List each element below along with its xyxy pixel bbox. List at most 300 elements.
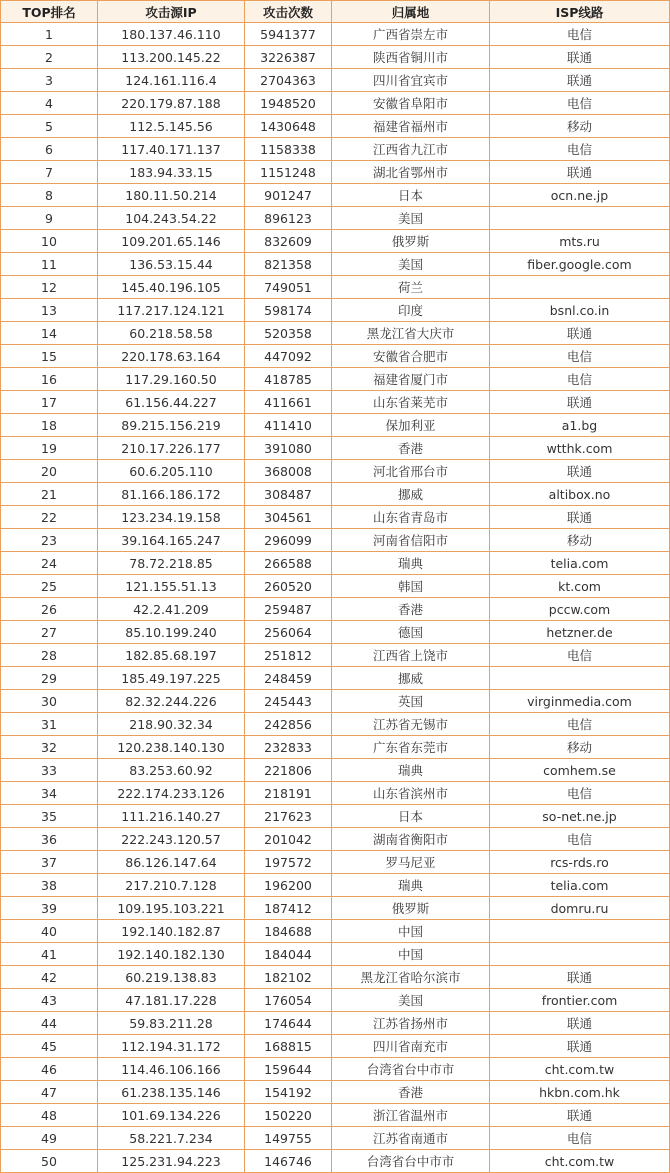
rank-cell: 46 <box>1 1058 98 1081</box>
isp-cell: 电信 <box>490 92 670 115</box>
location-cell: 瑞典 <box>332 874 490 897</box>
rank-cell: 26 <box>1 598 98 621</box>
isp-cell: telia.com <box>490 552 670 575</box>
source-ip-cell: 60.219.138.83 <box>98 966 245 989</box>
table-row <box>1 460 670 483</box>
rank-cell: 7 <box>1 161 98 184</box>
table-row <box>1 1058 670 1081</box>
location-cell: 江苏省南通市 <box>332 1127 490 1150</box>
isp-cell: 联通 <box>490 46 670 69</box>
source-ip-cell: 121.155.51.13 <box>98 575 245 598</box>
rank-cell: 47 <box>1 1081 98 1104</box>
location-cell: 浙江省温州市 <box>332 1104 490 1127</box>
rank-cell: 5 <box>1 115 98 138</box>
source-ip-cell: 60.6.205.110 <box>98 460 245 483</box>
attack-count-cell: 411661 <box>245 391 332 414</box>
table-row <box>1 828 670 851</box>
header-source-ip: 攻击源IP <box>98 1 245 23</box>
table-row <box>1 184 670 207</box>
rank-cell: 4 <box>1 92 98 115</box>
header-row <box>1 1 670 23</box>
source-ip-cell: 222.243.120.57 <box>98 828 245 851</box>
isp-cell: 电信 <box>490 345 670 368</box>
rank-cell: 42 <box>1 966 98 989</box>
source-ip-cell: 220.179.87.188 <box>98 92 245 115</box>
source-ip-cell: 185.49.197.225 <box>98 667 245 690</box>
isp-cell: bsnl.co.in <box>490 299 670 322</box>
attack-count-cell: 218191 <box>245 782 332 805</box>
rank-cell: 27 <box>1 621 98 644</box>
attack-count-cell: 201042 <box>245 828 332 851</box>
rank-cell: 39 <box>1 897 98 920</box>
rank-cell: 41 <box>1 943 98 966</box>
attack-count-cell: 1948520 <box>245 92 332 115</box>
attack-count-cell: 184688 <box>245 920 332 943</box>
source-ip-cell: 180.11.50.214 <box>98 184 245 207</box>
table-row <box>1 782 670 805</box>
attack-count-cell: 256064 <box>245 621 332 644</box>
header-isp: ISP线路 <box>490 1 670 23</box>
table-row <box>1 483 670 506</box>
table-row <box>1 897 670 920</box>
table-row <box>1 943 670 966</box>
attack-count-cell: 447092 <box>245 345 332 368</box>
isp-cell: so-net.ne.jp <box>490 805 670 828</box>
source-ip-cell: 89.215.156.219 <box>98 414 245 437</box>
location-cell: 四川省南充市 <box>332 1035 490 1058</box>
location-cell: 俄罗斯 <box>332 897 490 920</box>
location-cell: 黑龙江省大庆市 <box>332 322 490 345</box>
table-row <box>1 1035 670 1058</box>
rank-cell: 3 <box>1 69 98 92</box>
header-rank: TOP排名 <box>1 1 98 23</box>
attack-count-cell: 598174 <box>245 299 332 322</box>
location-cell: 德国 <box>332 621 490 644</box>
rank-cell: 24 <box>1 552 98 575</box>
source-ip-cell: 145.40.196.105 <box>98 276 245 299</box>
table-row <box>1 598 670 621</box>
rank-cell: 38 <box>1 874 98 897</box>
rank-cell: 34 <box>1 782 98 805</box>
table-row <box>1 345 670 368</box>
source-ip-cell: 217.210.7.128 <box>98 874 245 897</box>
attack-count-cell: 259487 <box>245 598 332 621</box>
table-row <box>1 920 670 943</box>
rank-cell: 19 <box>1 437 98 460</box>
isp-cell: 联通 <box>490 1035 670 1058</box>
location-cell: 山东省青岛市 <box>332 506 490 529</box>
attack-count-cell: 2704363 <box>245 69 332 92</box>
table-row <box>1 253 670 276</box>
isp-cell: 联通 <box>490 391 670 414</box>
location-cell: 日本 <box>332 805 490 828</box>
rank-cell: 9 <box>1 207 98 230</box>
isp-cell: 电信 <box>490 828 670 851</box>
location-cell: 韩国 <box>332 575 490 598</box>
table-row <box>1 23 670 46</box>
source-ip-cell: 61.156.44.227 <box>98 391 245 414</box>
attack-count-cell: 232833 <box>245 736 332 759</box>
rank-cell: 25 <box>1 575 98 598</box>
attack-count-cell: 260520 <box>245 575 332 598</box>
location-cell: 河南省信阳市 <box>332 529 490 552</box>
attack-count-cell: 149755 <box>245 1127 332 1150</box>
table-row <box>1 552 670 575</box>
attack-count-cell: 248459 <box>245 667 332 690</box>
source-ip-cell: 109.195.103.221 <box>98 897 245 920</box>
source-ip-cell: 101.69.134.226 <box>98 1104 245 1127</box>
source-ip-cell: 78.72.218.85 <box>98 552 245 575</box>
isp-cell <box>490 943 670 966</box>
table-row <box>1 667 670 690</box>
isp-cell: a1.bg <box>490 414 670 437</box>
table-row <box>1 989 670 1012</box>
table-row <box>1 92 670 115</box>
location-cell: 台湾省台中市市 <box>332 1058 490 1081</box>
location-cell: 湖南省衡阳市 <box>332 828 490 851</box>
table-row <box>1 529 670 552</box>
rank-cell: 36 <box>1 828 98 851</box>
location-cell: 美国 <box>332 207 490 230</box>
isp-cell: 电信 <box>490 713 670 736</box>
attack-count-cell: 368008 <box>245 460 332 483</box>
attack-count-cell: 901247 <box>245 184 332 207</box>
attack-count-cell: 242856 <box>245 713 332 736</box>
table-row <box>1 1012 670 1035</box>
source-ip-cell: 39.164.165.247 <box>98 529 245 552</box>
isp-cell: 联通 <box>490 1012 670 1035</box>
source-ip-cell: 111.216.140.27 <box>98 805 245 828</box>
table-row <box>1 414 670 437</box>
location-cell: 瑞典 <box>332 552 490 575</box>
source-ip-cell: 182.85.68.197 <box>98 644 245 667</box>
table-row <box>1 46 670 69</box>
location-cell: 福建省厦门市 <box>332 368 490 391</box>
location-cell: 山东省滨州市 <box>332 782 490 805</box>
rank-cell: 31 <box>1 713 98 736</box>
rank-cell: 28 <box>1 644 98 667</box>
source-ip-cell: 114.46.106.166 <box>98 1058 245 1081</box>
source-ip-cell: 117.217.124.121 <box>98 299 245 322</box>
location-cell: 广西省崇左市 <box>332 23 490 46</box>
isp-cell: wtthk.com <box>490 437 670 460</box>
isp-cell <box>490 920 670 943</box>
source-ip-cell: 220.178.63.164 <box>98 345 245 368</box>
location-cell: 江苏省扬州市 <box>332 1012 490 1035</box>
location-cell: 香港 <box>332 1081 490 1104</box>
isp-cell: rcs-rds.ro <box>490 851 670 874</box>
source-ip-cell: 104.243.54.22 <box>98 207 245 230</box>
rank-cell: 49 <box>1 1127 98 1150</box>
isp-cell: 电信 <box>490 368 670 391</box>
attack-count-cell: 197572 <box>245 851 332 874</box>
isp-cell: 电信 <box>490 1127 670 1150</box>
table-row <box>1 805 670 828</box>
isp-cell: 移动 <box>490 529 670 552</box>
attack-count-cell: 217623 <box>245 805 332 828</box>
source-ip-cell: 82.32.244.226 <box>98 690 245 713</box>
table-row <box>1 161 670 184</box>
location-cell: 中国 <box>332 943 490 966</box>
attack-count-cell: 1430648 <box>245 115 332 138</box>
attack-count-cell: 418785 <box>245 368 332 391</box>
location-cell: 陕西省铜川市 <box>332 46 490 69</box>
attack-count-cell: 749051 <box>245 276 332 299</box>
attack-count-cell: 5941377 <box>245 23 332 46</box>
location-cell: 瑞典 <box>332 759 490 782</box>
attack-count-cell: 168815 <box>245 1035 332 1058</box>
attack-count-cell: 150220 <box>245 1104 332 1127</box>
rank-cell: 20 <box>1 460 98 483</box>
source-ip-cell: 192.140.182.130 <box>98 943 245 966</box>
isp-cell: fiber.google.com <box>490 253 670 276</box>
location-cell: 台湾省台中市市 <box>332 1150 490 1173</box>
location-cell: 美国 <box>332 989 490 1012</box>
isp-cell: telia.com <box>490 874 670 897</box>
table-row <box>1 391 670 414</box>
attack-count-cell: 1151248 <box>245 161 332 184</box>
source-ip-cell: 113.200.145.22 <box>98 46 245 69</box>
isp-cell: altibox.no <box>490 483 670 506</box>
table-row <box>1 115 670 138</box>
table-row <box>1 966 670 989</box>
source-ip-cell: 125.231.94.223 <box>98 1150 245 1173</box>
rank-cell: 22 <box>1 506 98 529</box>
attack-count-cell: 896123 <box>245 207 332 230</box>
attack-count-cell: 187412 <box>245 897 332 920</box>
rank-cell: 18 <box>1 414 98 437</box>
source-ip-cell: 218.90.32.34 <box>98 713 245 736</box>
rank-cell: 1 <box>1 23 98 46</box>
isp-cell: cht.com.tw <box>490 1150 670 1173</box>
table-row <box>1 276 670 299</box>
source-ip-cell: 112.194.31.172 <box>98 1035 245 1058</box>
location-cell: 挪威 <box>332 483 490 506</box>
location-cell: 四川省宜宾市 <box>332 69 490 92</box>
rank-cell: 44 <box>1 1012 98 1035</box>
isp-cell <box>490 667 670 690</box>
source-ip-cell: 86.126.147.64 <box>98 851 245 874</box>
rank-cell: 6 <box>1 138 98 161</box>
isp-cell: ocn.ne.jp <box>490 184 670 207</box>
rank-cell: 15 <box>1 345 98 368</box>
isp-cell: pccw.com <box>490 598 670 621</box>
isp-cell: hetzner.de <box>490 621 670 644</box>
attack-count-cell: 221806 <box>245 759 332 782</box>
location-cell: 湖北省鄂州市 <box>332 161 490 184</box>
location-cell: 江苏省无锡市 <box>332 713 490 736</box>
table-row <box>1 736 670 759</box>
source-ip-cell: 81.166.186.172 <box>98 483 245 506</box>
attack-count-cell: 182102 <box>245 966 332 989</box>
location-cell: 河北省邢台市 <box>332 460 490 483</box>
table-body <box>1 23 670 1173</box>
rank-cell: 50 <box>1 1150 98 1173</box>
rank-cell: 16 <box>1 368 98 391</box>
isp-cell: virginmedia.com <box>490 690 670 713</box>
isp-cell: 联通 <box>490 506 670 529</box>
rank-cell: 21 <box>1 483 98 506</box>
table-row <box>1 207 670 230</box>
source-ip-cell: 222.174.233.126 <box>98 782 245 805</box>
location-cell: 日本 <box>332 184 490 207</box>
location-cell: 中国 <box>332 920 490 943</box>
table-row <box>1 690 670 713</box>
location-cell: 安徽省阜阳市 <box>332 92 490 115</box>
table-row <box>1 138 670 161</box>
isp-cell: frontier.com <box>490 989 670 1012</box>
location-cell: 罗马尼亚 <box>332 851 490 874</box>
rank-cell: 37 <box>1 851 98 874</box>
source-ip-cell: 124.161.116.4 <box>98 69 245 92</box>
isp-cell: kt.com <box>490 575 670 598</box>
isp-cell: cht.com.tw <box>490 1058 670 1081</box>
rank-cell: 29 <box>1 667 98 690</box>
attack-count-cell: 176054 <box>245 989 332 1012</box>
isp-cell: 联通 <box>490 460 670 483</box>
source-ip-cell: 117.29.160.50 <box>98 368 245 391</box>
isp-cell: 联通 <box>490 1104 670 1127</box>
isp-cell <box>490 207 670 230</box>
rank-cell: 8 <box>1 184 98 207</box>
rank-cell: 32 <box>1 736 98 759</box>
isp-cell: comhem.se <box>490 759 670 782</box>
source-ip-cell: 109.201.65.146 <box>98 230 245 253</box>
attack-count-cell: 174644 <box>245 1012 332 1035</box>
rank-cell: 13 <box>1 299 98 322</box>
location-cell: 福建省福州市 <box>332 115 490 138</box>
attack-count-cell: 308487 <box>245 483 332 506</box>
location-cell: 江西省九江市 <box>332 138 490 161</box>
location-cell: 美国 <box>332 253 490 276</box>
source-ip-cell: 83.253.60.92 <box>98 759 245 782</box>
source-ip-cell: 59.83.211.28 <box>98 1012 245 1035</box>
rank-cell: 48 <box>1 1104 98 1127</box>
rank-cell: 17 <box>1 391 98 414</box>
attack-count-cell: 821358 <box>245 253 332 276</box>
location-cell: 安徽省合肥市 <box>332 345 490 368</box>
isp-cell: hkbn.com.hk <box>490 1081 670 1104</box>
header-location: 归属地 <box>332 1 490 23</box>
rank-cell: 14 <box>1 322 98 345</box>
location-cell: 俄罗斯 <box>332 230 490 253</box>
table-row <box>1 851 670 874</box>
table-row <box>1 1081 670 1104</box>
table-row <box>1 299 670 322</box>
location-cell: 英国 <box>332 690 490 713</box>
location-cell: 黑龙江省哈尔滨市 <box>332 966 490 989</box>
attack-count-cell: 296099 <box>245 529 332 552</box>
table-row <box>1 1150 670 1173</box>
source-ip-cell: 61.238.135.146 <box>98 1081 245 1104</box>
table-row <box>1 437 670 460</box>
table-row <box>1 69 670 92</box>
location-cell: 山东省莱芜市 <box>332 391 490 414</box>
rank-cell: 35 <box>1 805 98 828</box>
source-ip-cell: 117.40.171.137 <box>98 138 245 161</box>
table-row <box>1 644 670 667</box>
table-row <box>1 506 670 529</box>
attack-count-cell: 245443 <box>245 690 332 713</box>
isp-cell: 移动 <box>490 115 670 138</box>
isp-cell <box>490 276 670 299</box>
isp-cell: mts.ru <box>490 230 670 253</box>
table-row <box>1 1127 670 1150</box>
source-ip-cell: 120.238.140.130 <box>98 736 245 759</box>
attack-count-cell: 3226387 <box>245 46 332 69</box>
source-ip-cell: 60.218.58.58 <box>98 322 245 345</box>
rank-cell: 43 <box>1 989 98 1012</box>
attack-count-cell: 520358 <box>245 322 332 345</box>
attack-count-cell: 196200 <box>245 874 332 897</box>
location-cell: 印度 <box>332 299 490 322</box>
isp-cell: 联通 <box>490 69 670 92</box>
source-ip-cell: 210.17.226.177 <box>98 437 245 460</box>
attack-count-cell: 832609 <box>245 230 332 253</box>
location-cell: 香港 <box>332 598 490 621</box>
header-attack-count: 攻击次数 <box>245 1 332 23</box>
table-row <box>1 368 670 391</box>
location-cell: 荷兰 <box>332 276 490 299</box>
isp-cell: 电信 <box>490 782 670 805</box>
source-ip-cell: 85.10.199.240 <box>98 621 245 644</box>
location-cell: 江西省上饶市 <box>332 644 490 667</box>
table-row <box>1 874 670 897</box>
source-ip-cell: 192.140.182.87 <box>98 920 245 943</box>
isp-cell: 联通 <box>490 966 670 989</box>
attack-count-cell: 266588 <box>245 552 332 575</box>
rank-cell: 11 <box>1 253 98 276</box>
rank-cell: 10 <box>1 230 98 253</box>
source-ip-cell: 136.53.15.44 <box>98 253 245 276</box>
isp-cell: domru.ru <box>490 897 670 920</box>
source-ip-cell: 47.181.17.228 <box>98 989 245 1012</box>
location-cell: 香港 <box>332 437 490 460</box>
rank-cell: 23 <box>1 529 98 552</box>
table-row <box>1 1104 670 1127</box>
table-row <box>1 713 670 736</box>
table-header <box>1 1 670 23</box>
table-row <box>1 575 670 598</box>
attack-count-cell: 184044 <box>245 943 332 966</box>
attack-count-cell: 1158338 <box>245 138 332 161</box>
attack-count-cell: 304561 <box>245 506 332 529</box>
rank-cell: 40 <box>1 920 98 943</box>
source-ip-cell: 42.2.41.209 <box>98 598 245 621</box>
source-ip-cell: 180.137.46.110 <box>98 23 245 46</box>
attack-count-cell: 411410 <box>245 414 332 437</box>
rank-cell: 33 <box>1 759 98 782</box>
attack-count-cell: 146746 <box>245 1150 332 1173</box>
source-ip-cell: 183.94.33.15 <box>98 161 245 184</box>
attack-count-cell: 159644 <box>245 1058 332 1081</box>
isp-cell: 电信 <box>490 138 670 161</box>
table-row <box>1 621 670 644</box>
location-cell: 挪威 <box>332 667 490 690</box>
table-row <box>1 322 670 345</box>
isp-cell: 电信 <box>490 644 670 667</box>
rank-cell: 45 <box>1 1035 98 1058</box>
rank-cell: 30 <box>1 690 98 713</box>
rank-cell: 12 <box>1 276 98 299</box>
source-ip-cell: 58.221.7.234 <box>98 1127 245 1150</box>
table-row <box>1 759 670 782</box>
source-ip-cell: 123.234.19.158 <box>98 506 245 529</box>
attack-count-cell: 154192 <box>245 1081 332 1104</box>
isp-cell: 电信 <box>490 23 670 46</box>
attack-count-cell: 391080 <box>245 437 332 460</box>
source-ip-cell: 112.5.145.56 <box>98 115 245 138</box>
